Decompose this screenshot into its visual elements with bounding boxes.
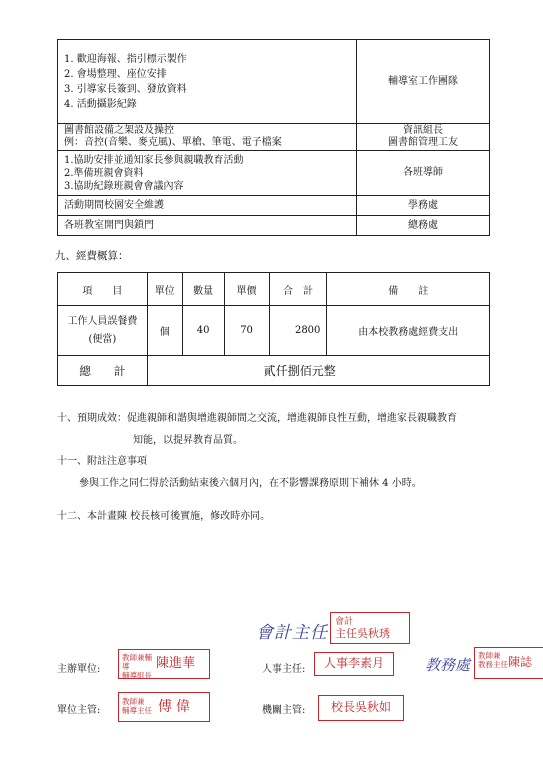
stamp-line: 輔導組長 xyxy=(122,671,152,680)
organizer-label: 主辦單位: xyxy=(57,664,101,675)
unit-cell: 個 xyxy=(147,306,182,356)
stamp-name: 陳進華 xyxy=(156,656,196,671)
budget-total-row xyxy=(58,356,490,386)
academic-signature: 教務處 xyxy=(425,656,471,674)
total-amount-text xyxy=(147,356,489,386)
stamp-name: 陳誌 xyxy=(508,655,533,669)
responsible-label: 輔導室工作團隊 xyxy=(388,75,458,87)
stamp-line: 教師兼 xyxy=(122,697,145,706)
total-amount-value: 貳仟捌佰元整 xyxy=(263,364,336,378)
stamp-line: 主任吳秋琇 xyxy=(335,627,390,640)
budget-table xyxy=(57,272,490,386)
total-label: 總 計 xyxy=(58,356,148,386)
budget-row xyxy=(58,306,490,356)
header-total: 合 計 xyxy=(269,273,327,306)
accounting-signature: 會計主任 xyxy=(256,623,328,643)
stamp-academic xyxy=(474,647,543,679)
duty-item: 1.協助安排並通知家長參與親職教育活動 xyxy=(64,154,244,166)
duty-item: 2. 會場整理、座位安排 xyxy=(64,68,167,80)
duty-table xyxy=(57,39,490,236)
header-note: 備 註 xyxy=(327,273,490,306)
section-11-title: 十一、附註注意事項 xyxy=(57,456,147,467)
header-qty: 數量 xyxy=(182,273,224,306)
stamp-line: 輔導主任 xyxy=(122,706,152,715)
duty-cell xyxy=(58,151,357,196)
duty-item: 1. 歡迎海報、指引標示製作 xyxy=(64,53,187,65)
section-11-body: 參與工作之同仁得於活動結束後六個月內，在不影響課務原則下補休 4 小時。 xyxy=(79,478,422,489)
responsible-cell xyxy=(357,151,490,196)
responsible-cell xyxy=(357,40,490,124)
stamp-text: 人事李素月 xyxy=(323,656,384,670)
item-name: 工作人員誤餐費 xyxy=(67,315,138,327)
responsible-label: 資訊組長 xyxy=(403,125,443,136)
header-unit: 單位 xyxy=(147,273,182,306)
duty-cell xyxy=(58,216,357,236)
price-cell: 70 xyxy=(224,306,269,356)
duty-item: 4. 活動攝影紀錄 xyxy=(64,98,137,110)
responsible-cell xyxy=(357,216,490,236)
agency-label: 機關主管: xyxy=(262,705,306,716)
duty-item: 例：音控(音樂、麥克風)、單槍、筆電、電子檔案 xyxy=(64,137,282,148)
responsible-cell xyxy=(357,196,490,216)
qty-cell: 40 xyxy=(182,306,224,356)
note-cell: 由本校教務處經費支出 xyxy=(327,306,490,356)
stamp-accounting xyxy=(330,612,410,644)
duty-row xyxy=(58,216,490,236)
duty-item: 3.協助紀錄班親會會議內容 xyxy=(64,180,184,192)
item-detail: (便當) xyxy=(88,333,117,345)
section-10-line1: 十、預期成效：促進親師和諧與增進親師間之交流，增進親師良性互動，增進家長親職教育 xyxy=(57,413,457,424)
header-price: 單價 xyxy=(224,273,269,306)
duty-cell xyxy=(58,124,357,151)
stamp-principal xyxy=(318,695,404,721)
duty-row xyxy=(58,196,490,216)
section-10-line2: 知能，以提昇教育品質。 xyxy=(133,435,243,446)
section-12-text: 十二、本計畫陳 校長核可後實施，修改時亦同。 xyxy=(57,511,271,522)
responsible-label: 學務處 xyxy=(408,199,438,211)
stamp-name: 傅偉 xyxy=(158,699,194,715)
budget-header-row xyxy=(58,273,490,306)
duty-cell xyxy=(58,196,357,216)
stamp-line: 教師兼 xyxy=(478,651,501,660)
stamp-line: 教師兼輔導 xyxy=(122,653,152,671)
item-cell xyxy=(58,306,148,356)
stamp-personnel xyxy=(314,652,394,676)
duty-item: 各班教室開門與鎖門 xyxy=(64,219,154,231)
duty-item: 2.準備班親會資料 xyxy=(64,167,144,179)
responsible-label: 圖書館管理工友 xyxy=(388,137,458,148)
section-9-title: 九、經費概算： xyxy=(55,250,129,262)
duty-item: 圖書館設備之架設及操控 xyxy=(64,125,174,136)
stamp-line: 教務主任 xyxy=(478,660,508,669)
supervisor-label: 單位主管: xyxy=(57,705,101,716)
personnel-label: 人事主任: xyxy=(262,664,306,675)
responsible-label: 總務處 xyxy=(408,219,438,231)
total-cell: 2800 xyxy=(269,306,327,356)
stamp-organizer xyxy=(118,649,210,679)
header-item: 項 目 xyxy=(58,273,148,306)
duty-item: 3. 引導家長簽到、發放資料 xyxy=(64,83,187,95)
responsible-cell xyxy=(357,124,490,151)
stamp-text: 校長吳秋如 xyxy=(330,700,391,714)
stamp-line: 會計 xyxy=(335,617,354,627)
responsible-label: 各班導師 xyxy=(403,167,443,178)
duty-row xyxy=(58,151,490,196)
duty-row xyxy=(58,124,490,151)
duty-cell xyxy=(58,40,357,124)
stamp-supervisor xyxy=(118,692,210,722)
duty-row xyxy=(58,40,490,124)
duty-item: 活動期間校園安全維護 xyxy=(64,199,164,211)
